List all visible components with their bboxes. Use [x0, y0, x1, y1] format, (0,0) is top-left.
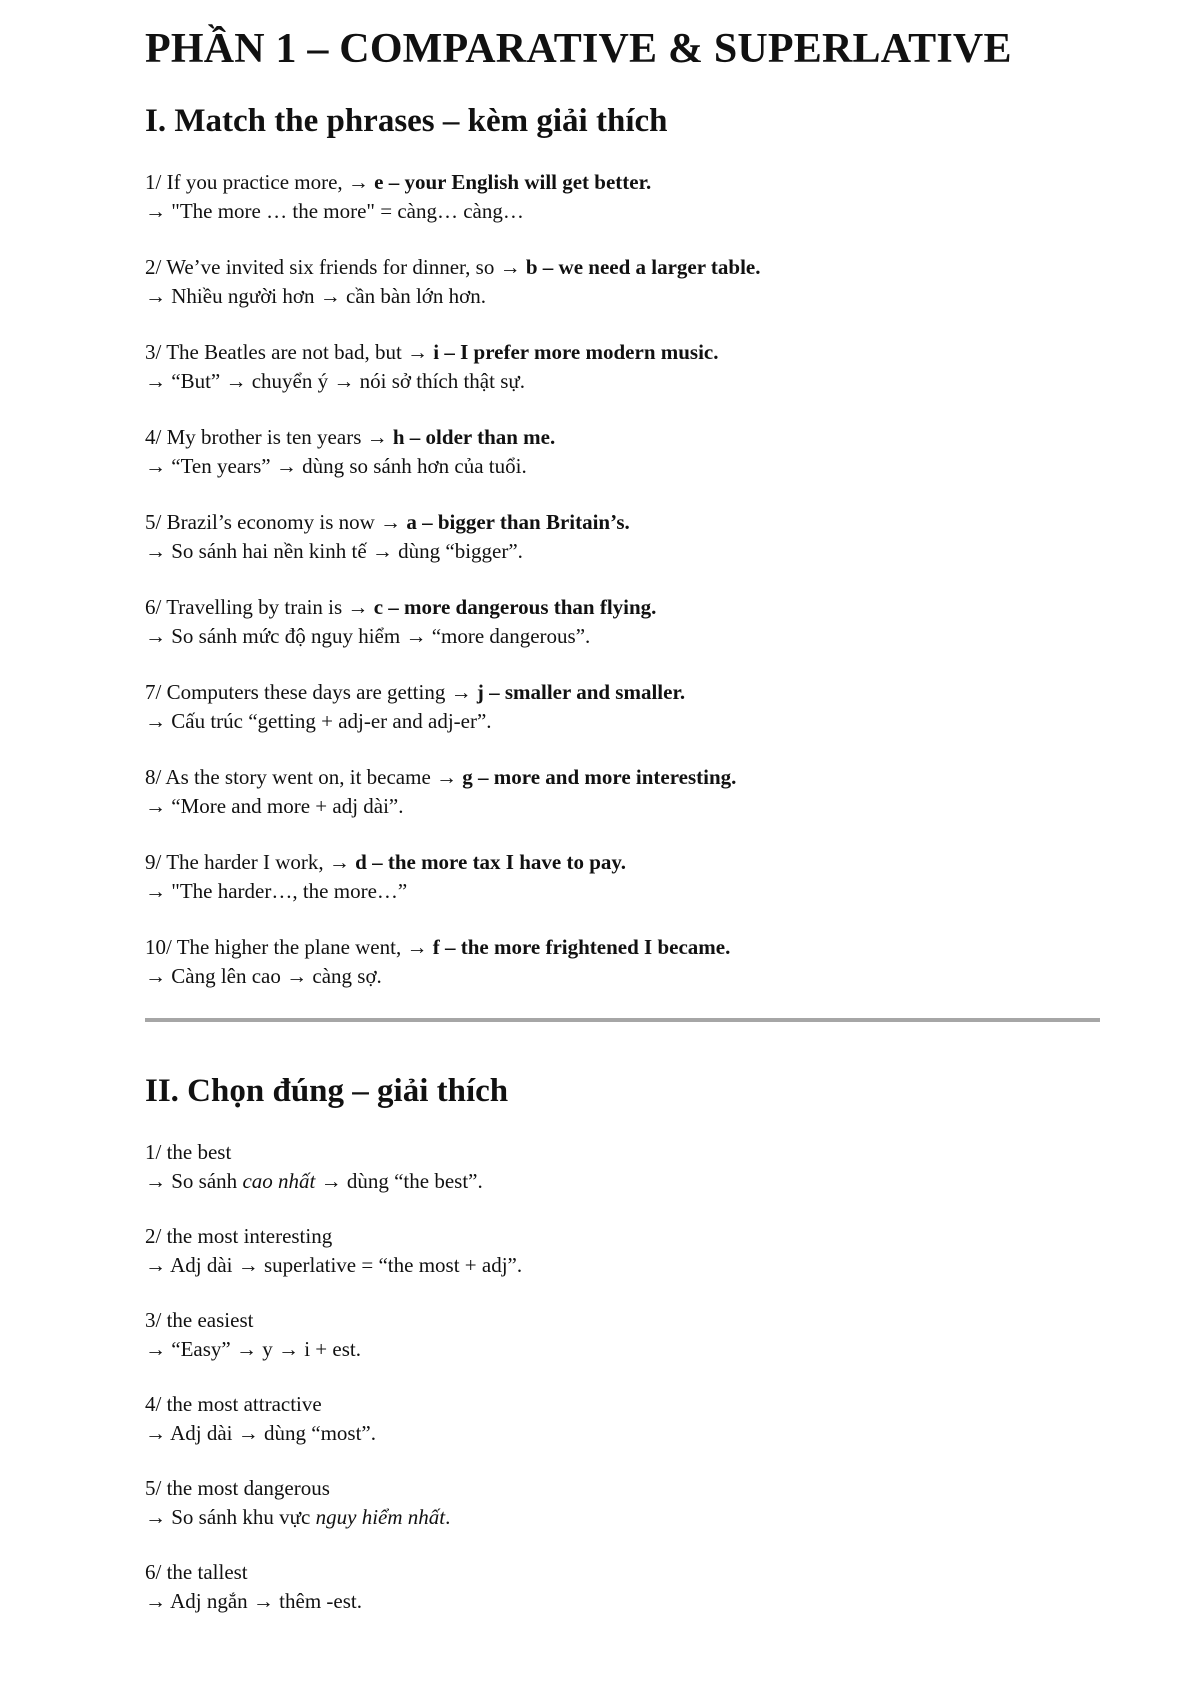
question-text: 7/ Computers these days are getting →: [145, 680, 477, 704]
question-text: 2/ We’ve invited six friends for dinner, so →: [145, 255, 526, 279]
explanation-line: [145, 1587, 1100, 1616]
explanation-line: → Càng lên cao → càng sợ.: [145, 963, 382, 988]
list-item: [145, 1390, 1100, 1447]
list-item: [145, 508, 1100, 565]
list-item: [145, 933, 1100, 990]
answer-text: f – the more frightened I became.: [432, 935, 731, 959]
answer-text: j – smaller and smaller.: [476, 680, 686, 704]
emphasis-text: cao nhất: [242, 1168, 316, 1193]
list-item: [145, 1474, 1100, 1531]
list-item: [145, 1138, 1100, 1195]
explanation-text: → So sánh: [145, 1168, 243, 1193]
question-line: [145, 763, 1100, 792]
explanation-text: → So sánh khu vực: [145, 1504, 316, 1529]
answer-line: 2/ the most interesting: [145, 1224, 333, 1248]
explanation-line: [145, 1503, 1100, 1532]
section2-list: [145, 1138, 1100, 1615]
list-item: [145, 423, 1100, 480]
question-line: [145, 593, 1100, 622]
list-item: [145, 168, 1100, 225]
explanation-line: → Nhiều người hơn → cần bàn lớn hơn.: [145, 283, 487, 308]
explanation-line: → "The more … the more" = càng… càng…: [145, 198, 524, 223]
page-title: PHẦN 1 – COMPARATIVE & SUPERLATIVE: [145, 26, 1012, 72]
answer-text: b – we need a larger table.: [525, 255, 761, 279]
list-item: [145, 593, 1100, 650]
question-text: 5/ Brazil’s economy is now →: [145, 510, 407, 534]
section1-heading: I. Match the phrases – kèm giải thích: [145, 103, 668, 139]
list-item: [145, 763, 1100, 820]
section2-heading: II. Chọn đúng – giải thích: [145, 1073, 509, 1109]
explanation-text: → Adj ngắn → thêm -est.: [145, 1588, 362, 1613]
explanation-line: → Cấu trúc “getting + adj-er and adj-er”.: [145, 708, 492, 733]
explanation-text: → Adj dài → superlative = “the most + adj”.: [145, 1252, 523, 1277]
explanation-line: → "The harder…, the more…”: [145, 878, 408, 903]
explanation-text: → Adj dài → dùng “most”.: [145, 1420, 376, 1445]
explanation-text: → dùng “the best”.: [315, 1168, 483, 1193]
question-line: [145, 678, 1100, 707]
document-page: [145, 22, 1100, 1642]
answer-line: 6/ the tallest: [145, 1560, 248, 1584]
list-item: [145, 253, 1100, 310]
question-text: 3/ The Beatles are not bad, but →: [145, 340, 434, 364]
list-item: [145, 678, 1100, 735]
question-line: [145, 338, 1100, 367]
question-line: [145, 508, 1100, 537]
emphasis-text: nguy hiểm nhất: [315, 1504, 446, 1529]
answer-line: 4/ the most attractive: [145, 1392, 322, 1416]
question-line: [145, 168, 1100, 197]
question-text: 9/ The harder I work, →: [145, 850, 356, 874]
section1-list: [145, 168, 1100, 990]
answer-line: 5/ the most dangerous: [145, 1476, 330, 1500]
answer-text: a – bigger than Britain’s.: [406, 510, 630, 534]
question-text: 8/ As the story went on, it became →: [145, 765, 463, 789]
answer-text: g – more and more interesting.: [462, 765, 737, 789]
explanation-text: .: [445, 1504, 451, 1529]
question-line: [145, 933, 1100, 962]
list-item: [145, 848, 1100, 905]
question-text: 1/ If you practice more, →: [145, 170, 375, 194]
explanation-text: → “Easy” → y → i + est.: [145, 1336, 361, 1361]
explanation-line: → “But” → chuyển ý → nói sở thích thật sự.: [145, 368, 526, 393]
list-item: [145, 1306, 1100, 1363]
explanation-line: → “More and more + adj dài”.: [145, 793, 404, 818]
section-divider: [145, 1018, 1100, 1022]
question-text: 6/ Travelling by train is →: [145, 595, 374, 619]
answer-text: d – the more tax I have to pay.: [355, 850, 626, 874]
explanation-line: [145, 1419, 1100, 1448]
list-item: [145, 1222, 1100, 1279]
answer-line: 1/ the best: [145, 1140, 232, 1164]
explanation-line: → So sánh hai nền kinh tế → dùng “bigger”.: [145, 538, 523, 563]
answer-line: 3/ the easiest: [145, 1308, 254, 1332]
answer-text: e – your English will get better.: [374, 170, 652, 194]
list-item: [145, 338, 1100, 395]
answer-text: i – I prefer more modern music.: [433, 340, 719, 364]
explanation-line: [145, 1251, 1100, 1280]
list-item: [145, 1558, 1100, 1615]
question-text: 10/ The higher the plane went, →: [145, 935, 433, 959]
question-line: [145, 253, 1100, 282]
question-line: [145, 423, 1100, 452]
question-line: [145, 848, 1100, 877]
question-text: 4/ My brother is ten years →: [145, 425, 393, 449]
explanation-line: [145, 1335, 1100, 1364]
answer-text: h – older than me.: [392, 425, 556, 449]
answer-text: c – more dangerous than flying.: [373, 595, 657, 619]
explanation-line: → “Ten years” → dùng so sánh hơn của tuổi.: [145, 453, 527, 478]
explanation-line: → So sánh mức độ nguy hiểm → “more dangerous”.: [145, 623, 591, 648]
explanation-line: [145, 1167, 1100, 1196]
